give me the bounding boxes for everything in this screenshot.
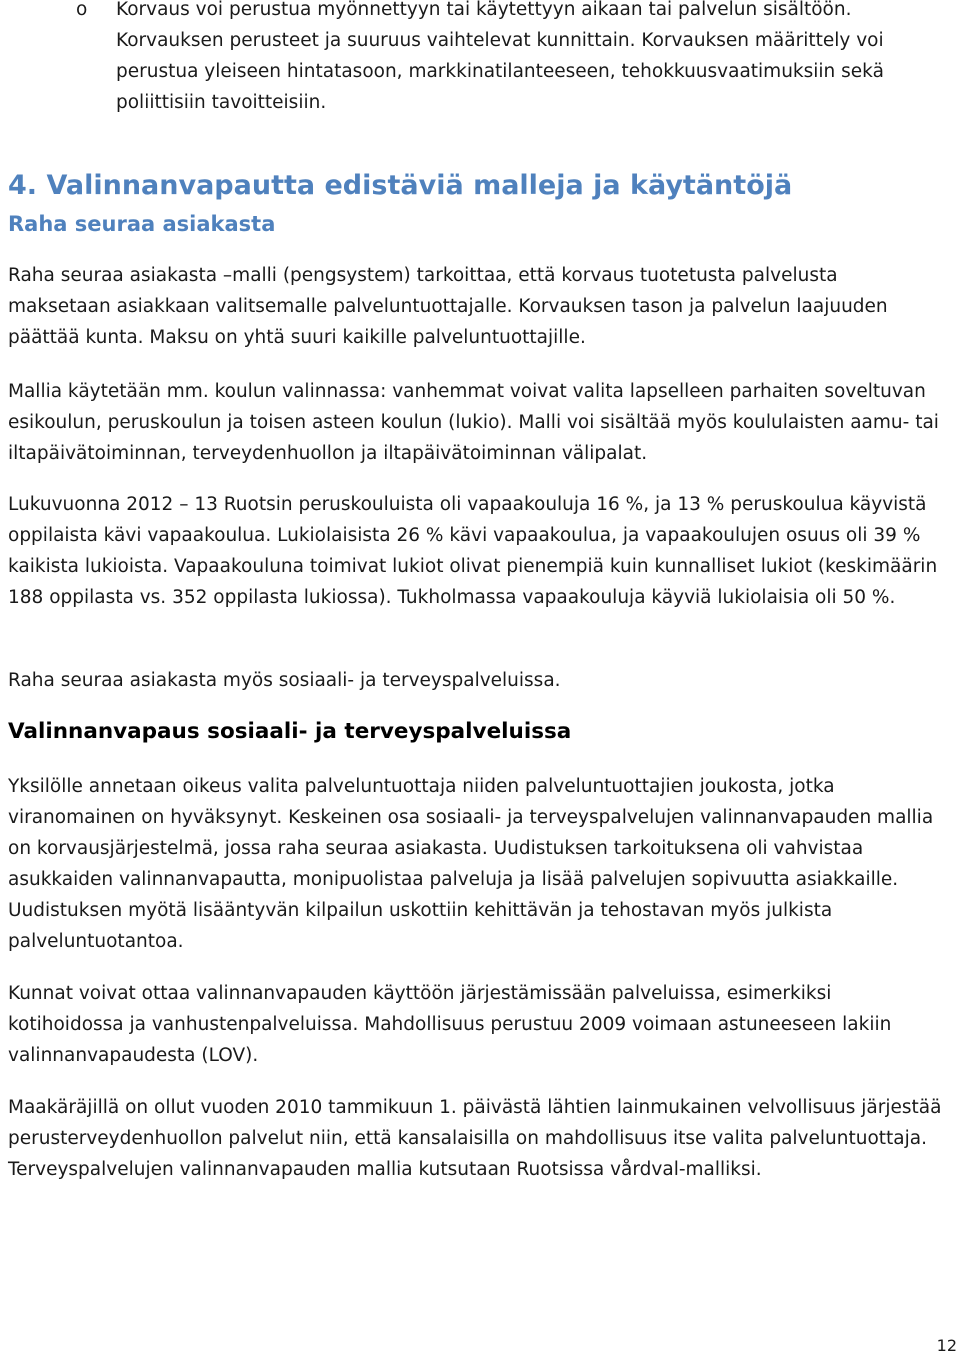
bullet-marker: o [76, 0, 88, 20]
paragraph-kunnat: Kunnat voivat ottaa valinnanvapauden käyttöön järjestämissään palveluissa, esimerkiksi kotihoidossa ja vanhustenpalveluissa. Mahdollisuus perustuu 2009 voimaan astuneeseen lakiin valinnanvapaudesta (LOV). [8, 983, 892, 1066]
section-subheading: Raha seuraa asiakasta [8, 212, 276, 236]
page-number: 12 [936, 1336, 957, 1355]
subsection-heading: Valinnanvapaus sosiaali- ja terveyspalveluissa [8, 719, 572, 744]
paragraph-lukuvuosi: Lukuvuonna 2012 – 13 Ruotsin peruskouluista oli vapaakouluja 16 %, ja 13 % peruskoulua käyvistä oppilaista kävi vapaakoulua. Lukiolaisista 26 % kävi vapaakoulua, ja vapaakoulujen osuus oli 39 % kaikista lukioista. Vapaakouluna toimivat lukiot olivat pienempiä kuin kunnalliset lukiot (keskimäärin 188 oppilasta vs. 352 oppilasta lukiossa). Tukholmassa vapaakouluja käyviä lukiolaisia oli 50 %. [8, 494, 938, 608]
paragraph-maakarajat: Maakäräjillä on ollut vuoden 2010 tammikuun 1. päivästä lähtien lainmukainen velvollisuus järjestää perusterveydenhuollon palvelut niin, että kansalaisilla on mahdollisuus itse valita palveluntuottaja. Terveyspalvelujen valinnanvapauden mallia kutsutaan Ruotsissa vårdval-malliksi. [8, 1097, 942, 1180]
bullet-item [76, 0, 946, 118]
bullet-text: Korvaus voi perustua myönnettyyn tai käytettyyn aikaan tai palvelun sisältöön. Korvauksen perusteet ja suuruus vaihtelevat kunnittain. Korvauksen määrittely voi perustua yleiseen hintatasoon, markkinatilanteeseen, tehokkuusvaatimuksiin sekä poliittisiin tavoitteisiin. [116, 0, 884, 113]
paragraph-koulun-valinta: Mallia käytetään mm. koulun valinnassa: vanhemmat voivat valita lapselleen parhaiten soveltuvan esikoulun, peruskoulun ja toisen asteen koulun (lukio). Malli voi sisältää myös koululaisten aamu- tai iltapäivätoiminnan, terveydenhuollon ja iltapäivätoiminnan välipalat. [8, 381, 939, 464]
paragraph-yksilo: Yksilölle annetaan oikeus valita palveluntuottaja niiden palveluntuottajien joukosta, jotka viranomainen on hyväksynyt. Keskeinen osa sosiaali- ja terveyspalvelujen valinnanvapauden mallia on korvausjärjestelmä, jossa raha seuraa asiakasta. Uudistuksen tarkoituksena oli vahvistaa asukkaiden valinnanvapautta, monipuolistaa palveluja ja lisää palvelujen sopivuutta asiakkaille. Uudistuksen myötä lisääntyvän kilpailun uskottiin kehittävän ja tehostavan myös julkista palveluntuotantoa. [8, 776, 934, 952]
paragraph-sosiaali: Raha seuraa asiakasta myös sosiaali- ja terveyspalveluissa. [8, 670, 561, 691]
paragraph-raha-malli: Raha seuraa asiakasta –malli (pengsystem) tarkoittaa, että korvaus tuotetusta palvelusta maksetaan asiakkaan valitsemalle palveluntuottajalle. Korvauksen tason ja palvelun laajuuden päättää kunta. Maksu on yhtä suuri kaikille palveluntuottajille. [8, 265, 888, 348]
section-heading: 4. Valinnanvapautta edistäviä malleja ja käytäntöjä [8, 170, 793, 201]
